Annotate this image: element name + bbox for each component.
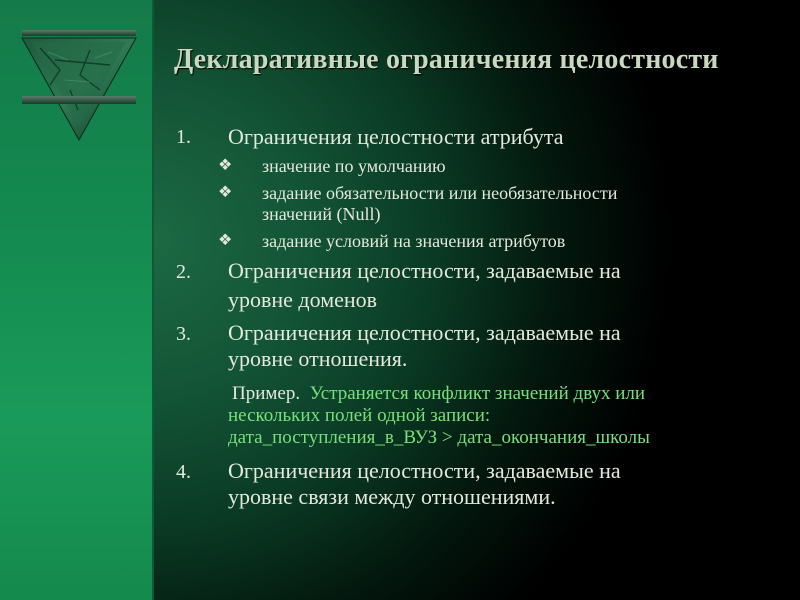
item-number: 3. bbox=[176, 323, 191, 345]
diamond-bullet-icon: ❖ bbox=[218, 184, 233, 201]
sub-list-item: значение по умолчанию bbox=[262, 156, 446, 176]
item-number: 2. bbox=[176, 261, 191, 283]
diamond-bullet-icon: ❖ bbox=[218, 157, 233, 174]
list-item-continuation: уровне связи между отношениями. bbox=[228, 484, 556, 509]
sub-list-item-continuation: значений (Null) bbox=[262, 204, 381, 224]
item-number: 4. bbox=[176, 461, 191, 483]
list-item-continuation: уровне доменов bbox=[228, 287, 378, 312]
diamond-bullet-icon: ❖ bbox=[218, 232, 233, 249]
list-item: Ограничения целостности, задаваемые на bbox=[228, 258, 621, 283]
list-item-continuation: уровне отношения. bbox=[228, 346, 408, 371]
list-item: Ограничения целостности, задаваемые на bbox=[228, 458, 621, 483]
sidebar-divider bbox=[152, 0, 154, 600]
slide-title: Декларативные ограничения целостности bbox=[174, 44, 719, 75]
item-number: 1. bbox=[176, 126, 191, 148]
example-block bbox=[228, 383, 788, 449]
example-text: нескольких полей одной записи: bbox=[228, 405, 491, 426]
sub-list-item: задание обязательности или необязательности bbox=[262, 183, 618, 203]
example-label: Пример. bbox=[232, 383, 301, 404]
sub-list-item: задание условий на значения атрибутов bbox=[262, 231, 566, 251]
list-item: Ограничения целостности, задаваемые на bbox=[228, 320, 621, 345]
example-text: Устраняется конфликт значений двух или bbox=[309, 383, 646, 404]
example-formula: дата_поступления_в_ВУЗ > дата_окончания_школы bbox=[228, 427, 650, 448]
list-item: Ограничения целостности атрибута bbox=[228, 124, 564, 149]
marble-triangle-logo-icon bbox=[20, 30, 138, 142]
